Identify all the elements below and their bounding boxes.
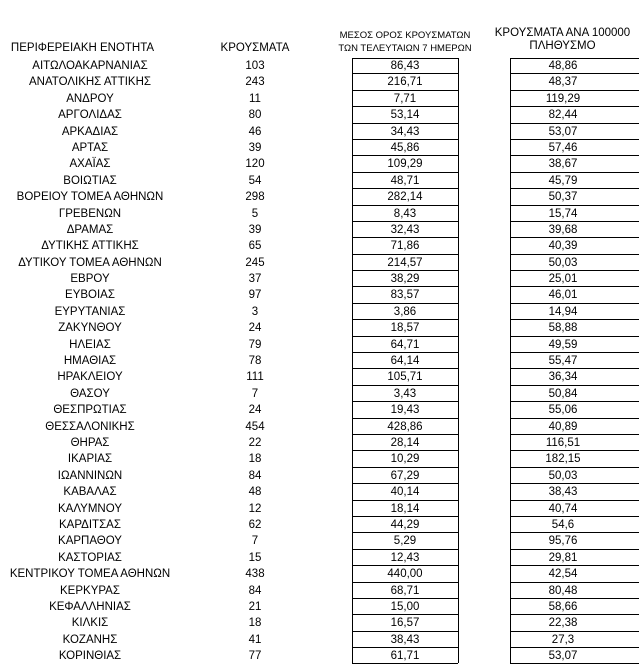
avg-cell: 428,86 xyxy=(387,420,423,433)
table-row xyxy=(0,206,639,222)
avg-cell: 18,14 xyxy=(390,502,420,515)
cases-cell: 245 xyxy=(245,256,265,269)
cases-cell: 21 xyxy=(248,600,262,613)
table-body xyxy=(0,58,639,664)
per-100000-cell: 50,37 xyxy=(548,191,578,204)
avg-cell: 64,14 xyxy=(390,355,420,368)
per-100000-cell: 42,54 xyxy=(548,568,578,581)
table-row xyxy=(0,74,639,90)
table-row xyxy=(0,156,639,172)
cases-cell: 80 xyxy=(248,109,262,122)
region-cell: ΗΡΑΚΛΕΙΟΥ xyxy=(57,371,123,384)
table-row xyxy=(0,648,639,664)
avg-cell: 34,43 xyxy=(390,125,420,138)
table-row xyxy=(0,91,639,107)
region-cell: ΑΡΚΑΔΙΑΣ xyxy=(61,125,119,138)
per-100000-cell: 40,89 xyxy=(548,420,578,433)
region-cell: ΚΟΖΑΝΗΣ xyxy=(62,633,118,646)
table-row xyxy=(0,320,639,336)
region-cell: ΓΡΕΒΕΝΩΝ xyxy=(58,207,122,220)
cases-cell: 111 xyxy=(246,371,264,384)
per-100000-cell: 22,38 xyxy=(548,617,578,630)
cases-cell: 18 xyxy=(248,617,262,630)
region-cell: ΔΡΑΜΑΣ xyxy=(66,223,114,236)
per-100000-cell: 82,44 xyxy=(548,109,578,122)
table-row xyxy=(0,140,639,156)
avg-cell: 68,71 xyxy=(390,584,420,597)
per-100000-cell: 38,43 xyxy=(548,486,578,499)
header-per-line2: ΠΛΗΘΥΣΜΟ xyxy=(529,40,596,52)
per-100000-cell: 50,03 xyxy=(548,256,578,269)
region-cell: ΚΑΣΤΟΡΙΑΣ xyxy=(58,551,122,564)
table-row xyxy=(0,173,639,189)
cases-cell: 454 xyxy=(245,420,265,433)
region-cell: ΚΕΡΚΥΡΑΣ xyxy=(60,584,120,597)
per-100000-cell: 54,6 xyxy=(551,518,575,531)
per-100000-cell: 46,01 xyxy=(548,289,578,302)
per-100000-cell: 27,3 xyxy=(551,633,575,646)
avg-cell: 67,29 xyxy=(390,469,420,482)
region-cell: ΙΚΑΡΙΑΣ xyxy=(67,453,113,466)
cases-cell: 41 xyxy=(248,633,262,646)
per-100000-cell: 57,46 xyxy=(548,141,578,154)
region-cell: ΑΝΔΡΟΥ xyxy=(66,92,114,105)
per-100000-cell: 50,84 xyxy=(548,387,578,400)
table-row xyxy=(0,501,639,517)
table-row xyxy=(0,533,639,549)
table-row xyxy=(0,583,639,599)
table-row xyxy=(0,599,639,615)
region-cell: ΑΡΓΟΛΙΔΑΣ xyxy=(58,109,122,122)
per-100000-cell: 116,51 xyxy=(545,436,581,449)
cases-cell: 7 xyxy=(251,535,259,548)
cases-cell: 84 xyxy=(248,469,262,482)
region-cell: ΙΩΑΝΝΙΝΩΝ xyxy=(57,469,123,482)
region-cell: ΚΑΡΠΑΘΟΥ xyxy=(58,535,122,548)
cases-cell: 62 xyxy=(248,518,262,531)
avg-cell: 15,00 xyxy=(390,600,420,613)
region-cell: ΑΧΑΪΑΣ xyxy=(69,158,111,171)
table-row xyxy=(0,189,639,205)
avg-cell: 83,57 xyxy=(390,289,420,302)
avg-cell: 282,14 xyxy=(387,191,423,204)
avg-cell: 214,57 xyxy=(387,256,423,269)
per-100000-cell: 182,15 xyxy=(545,453,581,466)
cases-cell: 54 xyxy=(248,174,262,187)
avg-cell: 45,86 xyxy=(390,141,420,154)
avg-cell: 3,43 xyxy=(393,387,417,400)
cases-cell: 78 xyxy=(248,355,262,368)
table-row xyxy=(0,337,639,353)
cases-cell: 298 xyxy=(245,191,265,204)
per-100000-cell: 36,34 xyxy=(548,371,578,384)
cases-cell: 37 xyxy=(248,273,262,286)
table-row xyxy=(0,255,639,271)
table-row xyxy=(0,402,639,418)
table-row xyxy=(0,632,639,648)
avg-cell: 28,14 xyxy=(390,436,420,449)
region-cell: ΑΙΤΩΛΟΑΚΑΡΝΑΝΙΑΣ xyxy=(32,60,148,72)
table-row xyxy=(0,304,639,320)
avg-cell: 18,57 xyxy=(390,322,420,335)
per-100000-cell: 55,06 xyxy=(548,404,578,417)
avg-cell: 61,71 xyxy=(390,650,420,663)
region-cell: ΖΑΚΥΝΘΟΥ xyxy=(58,322,122,335)
region-cell: ΘΑΣΟΥ xyxy=(70,387,110,400)
cases-cell: 5 xyxy=(251,207,259,220)
cases-cell: 46 xyxy=(248,125,262,138)
per-100000-cell: 58,66 xyxy=(548,600,578,613)
table-row xyxy=(0,468,639,484)
region-cell: ΚΕΝΤΡΙΚΟΥ ΤΟΜΕΑ ΑΘΗΝΩΝ xyxy=(9,568,171,581)
avg-cell: 71,86 xyxy=(390,240,420,253)
region-cell: ΑΝΑΤΟΛΙΚΗΣ ΑΤΤΙΚΗΣ xyxy=(28,76,151,89)
per-100000-cell: 95,76 xyxy=(548,535,578,548)
region-cell: ΘΕΣΠΡΩΤΙΑΣ xyxy=(53,404,127,417)
avg-cell: 8,43 xyxy=(393,207,417,220)
region-cell: ΚΕΦΑΛΛΗΝΙΑΣ xyxy=(49,600,131,613)
per-100000-cell: 80,48 xyxy=(548,584,578,597)
avg-cell: 7,71 xyxy=(393,92,417,105)
per-100000-cell: 29,81 xyxy=(548,551,578,564)
table-row xyxy=(0,124,639,140)
per-100000-cell: 38,67 xyxy=(548,158,578,171)
avg-cell: 109,29 xyxy=(387,158,423,171)
header-per-100000 xyxy=(486,27,639,53)
cases-cell: 103 xyxy=(245,60,265,72)
region-cell: ΒΟΡΕΙΟΥ ΤΟΜΕΑ ΑΘΗΝΩΝ xyxy=(16,191,164,204)
header-avg-line2: ΤΩΝ ΤΕΛΕΥΤΑΙΩΝ 7 ΗΜΕΡΩΝ xyxy=(338,43,472,54)
table-row xyxy=(0,550,639,566)
per-100000-cell: 53,07 xyxy=(548,650,578,663)
avg-cell: 38,29 xyxy=(390,273,420,286)
region-cell: ΚΑΒΑΛΑΣ xyxy=(63,486,117,499)
cases-cell: 120 xyxy=(245,158,265,171)
cases-cell: 48 xyxy=(248,486,262,499)
table-row xyxy=(0,419,639,435)
cases-cell: 243 xyxy=(245,76,265,89)
header-cases: ΚΡΟΥΣΜΑΤΑ xyxy=(220,42,290,54)
region-cell: ΔΥΤΙΚΗΣ ΑΤΤΙΚΗΣ xyxy=(41,240,139,253)
per-100000-cell: 49,59 xyxy=(548,338,578,351)
avg-cell: 105,71 xyxy=(387,371,423,384)
table-row xyxy=(0,451,639,467)
cases-cell: 97 xyxy=(248,289,262,302)
avg-cell: 40,14 xyxy=(390,486,420,499)
table-row xyxy=(0,222,639,238)
region-cell: ΒΟΙΩΤΙΑΣ xyxy=(63,174,117,187)
table-row xyxy=(0,386,639,402)
cases-cell: 65 xyxy=(248,240,262,253)
region-cell: ΗΛΕΙΑΣ xyxy=(69,338,111,351)
table-row xyxy=(0,58,639,74)
per-100000-cell: 48,37 xyxy=(548,76,578,89)
table-row xyxy=(0,435,639,451)
region-cell: ΕΥΒΟΙΑΣ xyxy=(65,289,115,302)
per-100000-cell: 119,29 xyxy=(545,92,581,105)
table-row xyxy=(0,353,639,369)
region-cell: ΘΗΡΑΣ xyxy=(70,436,110,449)
region-cell: ΚΑΡΔΙΤΣΑΣ xyxy=(59,518,121,531)
per-100000-cell: 40,74 xyxy=(548,502,578,515)
per-100000-cell: 40,39 xyxy=(548,240,578,253)
table-row xyxy=(0,369,639,385)
region-cell: ΗΜΑΘΙΑΣ xyxy=(63,355,117,368)
avg-cell: 440,00 xyxy=(387,568,423,581)
region-cell: ΕΥΡΥΤΑΝΙΑΣ xyxy=(54,305,126,318)
table-row xyxy=(0,271,639,287)
table-row xyxy=(0,107,639,123)
avg-cell: 32,43 xyxy=(390,223,420,236)
region-cell: ΑΡΤΑΣ xyxy=(71,141,109,154)
per-100000-cell: 55,47 xyxy=(548,355,578,368)
avg-cell: 16,57 xyxy=(390,617,420,630)
cases-cell: 39 xyxy=(248,141,262,154)
avg-cell: 86,43 xyxy=(390,60,420,72)
per-100000-cell: 48,86 xyxy=(548,60,578,72)
region-cell: ΚΟΡΙΝΘΙΑΣ xyxy=(58,650,122,663)
avg-cell: 48,71 xyxy=(390,174,420,187)
cases-cell: 24 xyxy=(248,322,262,335)
cases-cell: 3 xyxy=(251,305,259,318)
table-row xyxy=(0,238,639,254)
cases-cell: 12 xyxy=(248,502,262,515)
table-row xyxy=(0,517,639,533)
cases-cell: 438 xyxy=(245,568,265,581)
avg-cell: 3,86 xyxy=(393,305,417,318)
avg-cell: 38,43 xyxy=(390,633,420,646)
header-per-line1: ΚΡΟΥΣΜΑΤΑ ΑΝΑ 100000 xyxy=(494,27,631,39)
per-100000-cell: 58,88 xyxy=(548,322,578,335)
region-cell: ΚΙΛΚΙΣ xyxy=(71,617,109,630)
per-100000-cell: 14,94 xyxy=(548,305,578,318)
cases-cell: 15 xyxy=(248,551,262,564)
region-cell: ΚΑΛΥΜΝΟΥ xyxy=(58,502,122,515)
per-100000-cell: 53,07 xyxy=(548,125,578,138)
avg-cell: 10,29 xyxy=(390,453,420,466)
per-100000-cell: 15,74 xyxy=(548,207,578,220)
per-100000-cell: 50,03 xyxy=(548,469,578,482)
region-cell: ΘΕΣΣΑΛΟΝΙΚΗΣ xyxy=(45,420,135,433)
cases-cell: 84 xyxy=(248,584,262,597)
per-100000-cell: 45,79 xyxy=(548,174,578,187)
table-row xyxy=(0,615,639,631)
table-row xyxy=(0,566,639,582)
cases-cell: 77 xyxy=(248,650,262,663)
avg-cell: 44,29 xyxy=(390,518,420,531)
cases-cell: 22 xyxy=(248,436,262,449)
region-cell: ΕΒΡΟΥ xyxy=(70,273,110,286)
cases-cell: 39 xyxy=(248,223,262,236)
avg-cell: 5,29 xyxy=(393,535,417,548)
table-row xyxy=(0,287,639,303)
cases-cell: 7 xyxy=(251,387,259,400)
avg-cell: 64,71 xyxy=(390,338,420,351)
avg-cell: 19,43 xyxy=(390,404,420,417)
per-100000-cell: 39,68 xyxy=(548,223,578,236)
avg-cell: 216,71 xyxy=(387,76,423,89)
avg-cell: 53,14 xyxy=(390,109,420,122)
cases-cell: 24 xyxy=(248,404,262,417)
cases-cell: 79 xyxy=(248,338,262,351)
per-100000-cell: 25,01 xyxy=(548,273,578,286)
cases-cell: 18 xyxy=(248,453,262,466)
header-avg-7-days xyxy=(328,29,482,55)
header-avg-line1: ΜΕΣΟΣ ΟΡΟΣ ΚΡΟΥΣΜΑΤΩΝ xyxy=(339,30,471,41)
header-region: ΠΕΡΙΦΕΡΕΙΑΚΗ ΕΝΟΤΗΤΑ xyxy=(10,42,155,54)
region-cell: ΔΥΤΙΚΟΥ ΤΟΜΕΑ ΑΘΗΝΩΝ xyxy=(18,256,162,269)
avg-cell: 12,43 xyxy=(390,551,420,564)
cases-cell: 11 xyxy=(249,92,261,105)
table-row xyxy=(0,484,639,500)
